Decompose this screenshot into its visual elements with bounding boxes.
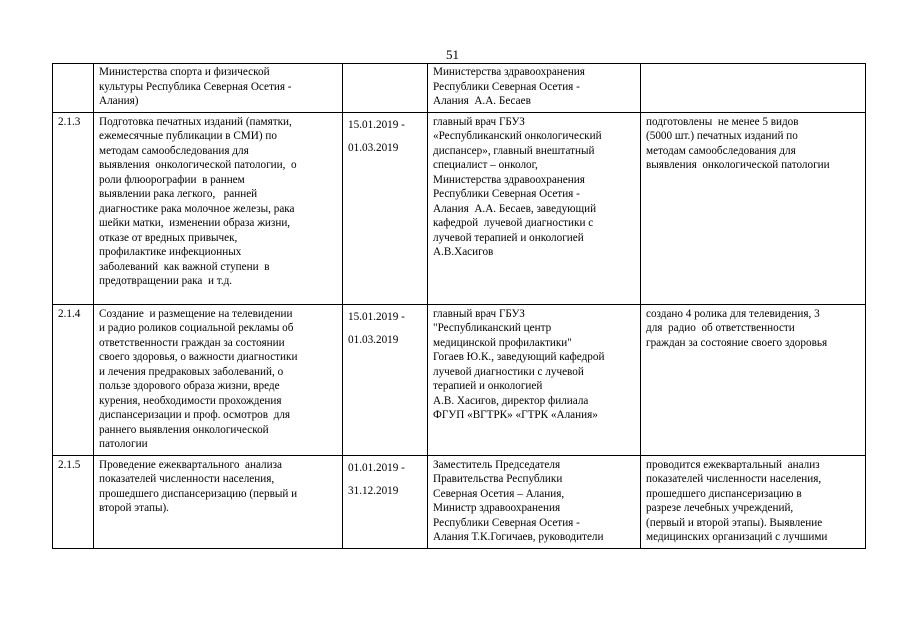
deadline-cell — [343, 455, 428, 548]
responsible-line: ФГУП «ВГТРК» «ГТРК «Алания» — [433, 409, 598, 421]
activity-description-line: пользе здорового образа жизни, вреде — [99, 380, 280, 392]
activity-description-cell — [94, 64, 343, 113]
responsible-line: Гогаев Ю.К., заведующий кафедрой — [433, 351, 605, 363]
expected-result-line: граждан за состояние своего здоровья — [646, 336, 828, 349]
responsible-line: Министерства здравоохранения — [433, 66, 585, 78]
responsible-line: терапией и онкологией — [433, 380, 543, 392]
expected-result-line: выявления онкологической патологии — [646, 159, 830, 171]
item-number-cell — [53, 64, 94, 113]
activity-description-line: ответственности граждан за состоянии — [99, 336, 285, 349]
responsible-line: специалист – онколог, — [433, 159, 538, 171]
activity-description-cell — [94, 304, 343, 455]
table-row — [53, 455, 866, 548]
activity-description-line: профилактике инфекционных — [99, 246, 242, 258]
expected-result-line: создано 4 ролика для телевидения, 3 — [646, 307, 820, 320]
expected-result-line: медицинских организаций с лучшими — [646, 531, 828, 543]
responsible-line: "Республиканский центр — [433, 322, 552, 334]
responsible-line: Республики Северная Осетия - — [433, 516, 580, 529]
activity-description-line: культуры Республика Северная Осетия - — [99, 80, 292, 93]
responsible-line: Северная Осетия – Алания, — [433, 487, 565, 500]
activity-description-line: предотвращении рака и т.д. — [99, 275, 233, 287]
table-row — [53, 64, 866, 113]
expected-result-line: (5000 шт.) печатных изданий по — [646, 130, 798, 142]
responsible-line: лучевой диагностики с лучевой — [433, 365, 584, 378]
activity-description-line: патологии — [99, 438, 148, 450]
expected-result-cell — [641, 455, 866, 548]
responsible-line: диспансер», главный внештатный — [433, 144, 595, 157]
responsible-line: кафедрой лучевой диагностики с — [433, 217, 594, 229]
responsible-line: Заместитель Председателя — [433, 458, 561, 471]
deadline-line: 01.03.2019 — [348, 142, 399, 154]
activity-description-line: и радио роликов социальной рекламы об — [99, 322, 294, 334]
deadline-line: 15.01.2019 - — [348, 118, 405, 131]
responsible-line: медицинской профилактики" — [433, 336, 572, 349]
activity-description-line: Подготовка печатных изданий (памятки, — [99, 115, 292, 128]
activity-description-line: ежемесячные публикации в СМИ) по — [99, 130, 277, 142]
responsible-cell — [428, 455, 641, 548]
item-number: 2.1.4 — [58, 307, 81, 320]
item-number: 2.1.5 — [58, 458, 81, 471]
responsible-line: Алания Т.К.Гогичаев, руководители — [433, 531, 604, 543]
responsible-line: А.В.Хасигов — [433, 246, 494, 258]
activity-description-line: диагностике рака молочное железы, рака — [99, 202, 295, 215]
responsible-line: главный врач ГБУЗ — [433, 115, 525, 128]
activity-description-line: методам самообследования для — [99, 144, 249, 157]
page-number: 51 — [446, 47, 459, 62]
deadline-line: 15.01.2019 - — [348, 310, 405, 323]
activity-description-line: показателей численности населения, — [99, 473, 275, 485]
responsible-line: Алания А.А. Бесаев, заведующий — [433, 202, 597, 215]
activity-description-line: раннего выявления онкологической — [99, 423, 269, 436]
responsible-line: главный врач ГБУЗ — [433, 307, 525, 320]
item-number: 2.1.3 — [58, 115, 81, 128]
item-number-cell — [53, 304, 94, 455]
responsible-line: Правительства Республики — [433, 473, 563, 485]
expected-result-line: (первый и второй этапы). Выявление — [646, 516, 823, 529]
deadline-line: 31.12.2019 — [348, 485, 399, 497]
activity-description-line: выявлении рака легкого, ранней — [99, 188, 258, 200]
activity-description-cell — [94, 455, 343, 548]
activity-description-line: роли флюорографии в раннем — [99, 173, 245, 186]
activity-plan-table — [52, 63, 866, 549]
activity-description-line: прошедшего диспансеризацию (первый и — [99, 487, 298, 500]
table-body — [53, 64, 866, 549]
activity-description-line: заболеваний как важной ступени в — [99, 260, 270, 273]
responsible-line: Министерства здравоохранения — [433, 173, 585, 186]
deadline-cell — [343, 112, 428, 304]
responsible-cell — [428, 304, 641, 455]
activity-description-cell — [94, 112, 343, 304]
deadline-cell — [343, 304, 428, 455]
expected-result-line: методам самообследования для — [646, 144, 796, 157]
expected-result-line: прошедшего диспансеризацию в — [646, 487, 802, 500]
activity-description-line: шейки матки, изменении образа жизни, — [99, 217, 291, 229]
activity-description-line: Министерства спорта и физической — [99, 66, 270, 78]
expected-result-cell — [641, 112, 866, 304]
activity-description-line: выявления онкологической патологии, о — [99, 159, 297, 171]
expected-result-line: разрезе лечебных учреждений, — [646, 502, 794, 514]
deadline-line: 01.01.2019 - — [348, 461, 405, 474]
expected-result-cell — [641, 64, 866, 113]
responsible-line: Алания А.А. Бесаев — [433, 95, 531, 107]
expected-result-line: для радио об ответственности — [646, 322, 795, 334]
expected-result-line: показателей численности населения, — [646, 473, 822, 485]
responsible-line: «Республиканский онкологический — [433, 130, 602, 142]
activity-description-line: Создание и размещение на телевидении — [99, 307, 293, 320]
responsible-line: лучевой терапией и онкологией — [433, 231, 584, 244]
activity-description-line: Алания) — [99, 95, 139, 107]
expected-result-cell — [641, 304, 866, 455]
activity-description-line: второй этапы). — [99, 502, 169, 514]
responsible-line: А.В. Хасигов, директор филиала — [433, 394, 589, 407]
expected-result-line: подготовлены не менее 5 видов — [646, 115, 799, 128]
responsible-line: Министр здравоохранения — [433, 502, 561, 514]
table-row — [53, 304, 866, 455]
responsible-cell — [428, 64, 641, 113]
activity-description-line: и лечения предраковых заболеваний, о — [99, 365, 284, 378]
table-row — [53, 112, 866, 304]
activity-description-line: курения, необходимости прохождения — [99, 394, 282, 407]
responsible-cell — [428, 112, 641, 304]
responsible-line: Республики Северная Осетия - — [433, 188, 580, 200]
activity-description-line: Проведение ежеквартального анализа — [99, 458, 283, 471]
item-number-cell — [53, 455, 94, 548]
activity-description-line: отказе от вредных привычек, — [99, 231, 238, 244]
expected-result-line: проводится ежеквартальный анализ — [646, 458, 820, 471]
deadline-line: 01.03.2019 — [348, 334, 399, 346]
item-number-cell — [53, 112, 94, 304]
activity-description-line: диспансеризации и проф. осмотров для — [99, 409, 291, 421]
activity-description-line: своего здоровья, о важности диагностики — [99, 351, 298, 363]
responsible-line: Республики Северная Осетия - — [433, 80, 580, 93]
deadline-cell — [343, 64, 428, 113]
